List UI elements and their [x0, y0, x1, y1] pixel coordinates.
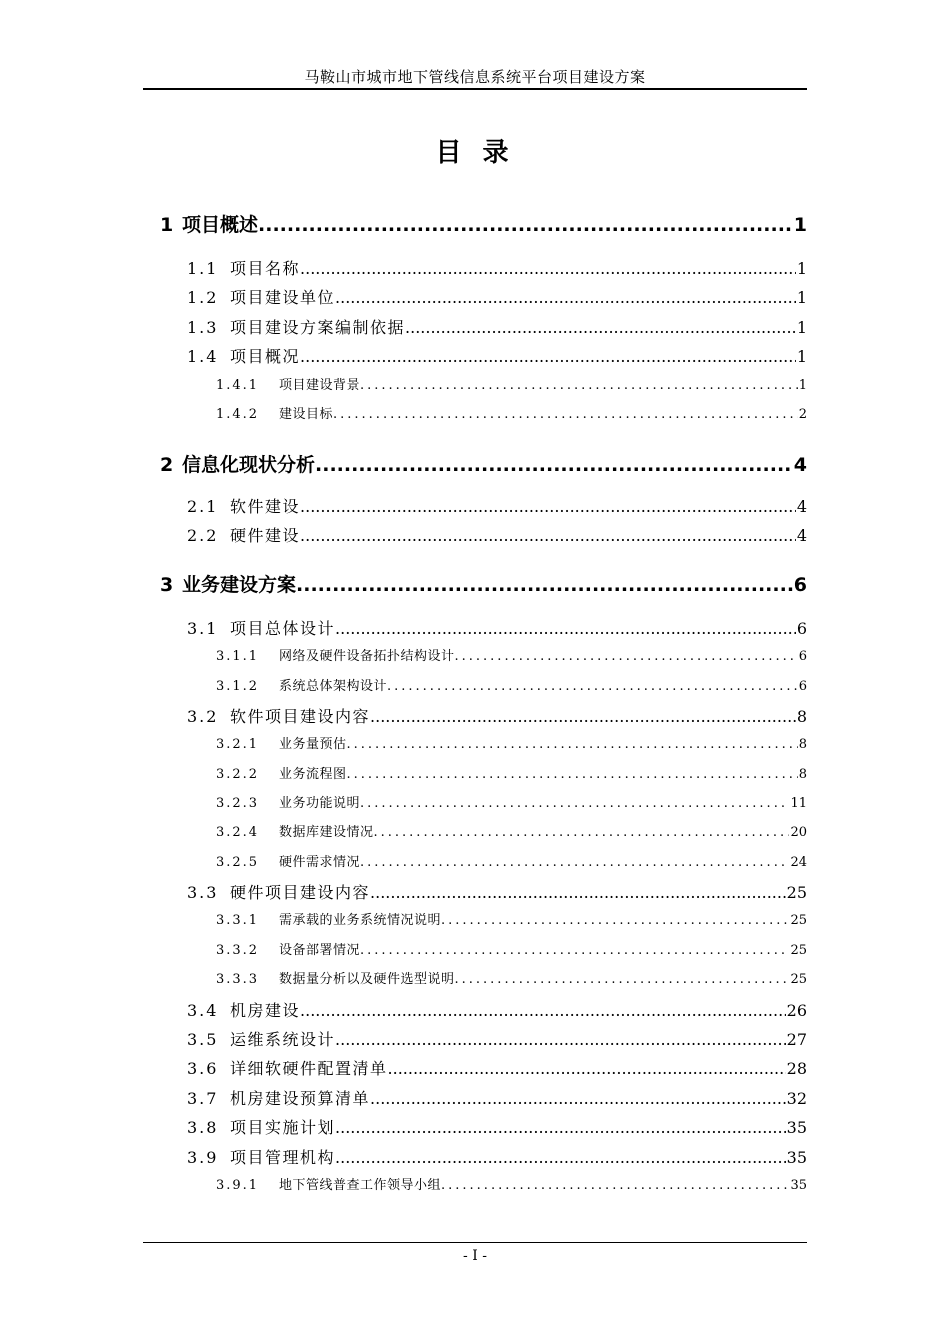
toc-entry-page: 35 — [786, 1118, 807, 1137]
toc-entry[interactable] — [216, 403, 807, 422]
toc-dot-leader — [370, 707, 796, 726]
toc-entry-page: 1 — [796, 259, 807, 278]
toc-entry-number: 1.4.2 — [216, 407, 260, 422]
toc-entry[interactable] — [187, 616, 807, 639]
toc-dot-leader — [300, 259, 796, 278]
toc-entry-label: 地下管线普查工作领导小组 — [279, 1178, 442, 1193]
toc-dot-leader — [347, 737, 798, 752]
toc-dot-leader — [388, 1059, 786, 1078]
toc-entry-label: 硬件建设 — [230, 526, 301, 545]
toc-entry[interactable] — [216, 792, 807, 811]
toc-entry-number: 3.3 — [187, 883, 219, 902]
toc-entry-label: 业务建设方案 — [182, 574, 297, 596]
toc-entry-page: 1 — [798, 378, 807, 393]
toc-entry-number: 3.2.5 — [216, 855, 260, 870]
toc-entry-number: 3.6 — [187, 1059, 219, 1078]
toc-entry-label: 机房建设 — [230, 1001, 301, 1020]
toc-entry-page: 4 — [793, 454, 807, 476]
toc-dot-leader — [300, 526, 796, 545]
toc-entry-page: 25 — [786, 883, 807, 902]
toc-entry-number: 3.2.2 — [216, 767, 260, 782]
toc-entry-number: 3.2.3 — [216, 796, 260, 811]
toc-entry-number: 3.2.1 — [216, 737, 260, 752]
toc-dot-leader — [387, 679, 798, 694]
toc-entry-number: 1.4.1 — [216, 378, 260, 393]
toc-entry-label: 信息化现状分析 — [182, 454, 316, 476]
toc-entry-label: 数据库建设情况 — [279, 825, 374, 840]
toc-entry[interactable] — [216, 939, 807, 958]
toc-entry-label: 数据量分析以及硬件选型说明 — [279, 972, 455, 987]
toc-dot-leader — [335, 1030, 786, 1049]
toc-dot-leader — [300, 497, 796, 516]
page-number: - I - — [463, 1248, 487, 1264]
toc-entry-page: 25 — [790, 913, 807, 928]
toc-entry[interactable] — [187, 523, 807, 546]
toc-entry-page: 2 — [798, 407, 807, 422]
toc-entry-label: 系统总体架构设计 — [279, 679, 388, 694]
toc-dot-leader — [335, 288, 796, 307]
toc-entry[interactable] — [187, 344, 807, 367]
toc-entry[interactable] — [216, 733, 807, 752]
toc-entry[interactable] — [160, 450, 807, 477]
toc-heading: 目 录 — [435, 138, 515, 168]
toc-entry-page: 25 — [790, 972, 807, 987]
toc-entry-number: 1.1 — [187, 259, 219, 278]
toc-entry[interactable] — [187, 494, 807, 517]
toc-entry-label: 运维系统设计 — [230, 1030, 336, 1049]
toc-entry[interactable] — [216, 909, 807, 928]
toc-entry-page: 1 — [796, 318, 807, 337]
toc-entry[interactable] — [187, 998, 807, 1021]
toc-entry-page: 4 — [796, 497, 807, 516]
toc-entry-number: 1.3 — [187, 318, 219, 337]
toc-entry-number: 1.2 — [187, 288, 219, 307]
toc-dot-leader — [360, 855, 789, 870]
toc-dot-leader — [370, 1089, 786, 1108]
toc-dot-leader — [333, 407, 798, 422]
toc-dot-leader — [441, 913, 789, 928]
toc-entry-page: 26 — [786, 1001, 807, 1020]
toc-entry[interactable] — [187, 1086, 807, 1109]
toc-entry-number: 2 — [160, 454, 174, 476]
toc-dot-leader — [347, 767, 798, 782]
toc-entry[interactable] — [216, 821, 807, 840]
toc-entry-number: 3.8 — [187, 1118, 219, 1137]
toc-entry-number: 3.5 — [187, 1030, 219, 1049]
toc-entry[interactable] — [187, 1145, 807, 1168]
toc-entry-page: 8 — [798, 737, 807, 752]
toc-entry[interactable] — [216, 675, 807, 694]
toc-entry[interactable] — [216, 851, 807, 870]
toc-entry-page: 35 — [790, 1178, 807, 1193]
toc-entry-page: 6 — [798, 679, 807, 694]
toc-entry-label: 需承载的业务系统情况说明 — [279, 913, 442, 928]
toc-entry-label: 网络及硬件设备拓扑结构设计 — [279, 649, 455, 664]
toc-entry[interactable] — [187, 315, 807, 338]
toc-entry-page: 1 — [793, 214, 807, 236]
toc-entry-page: 6 — [798, 649, 807, 664]
toc-entry-label: 业务功能说明 — [279, 796, 361, 811]
toc-entry-number: 1.4 — [187, 347, 219, 366]
toc-entry-page: 35 — [786, 1148, 807, 1167]
toc-entry-page: 4 — [796, 526, 807, 545]
toc-entry-label: 项目总体设计 — [230, 619, 336, 638]
toc-entry-label: 详细软硬件配置清单 — [230, 1059, 388, 1078]
toc-entry-number: 2.2 — [187, 526, 219, 545]
toc-entry-label: 硬件项目建设内容 — [230, 883, 371, 902]
toc-dot-leader — [335, 1148, 786, 1167]
toc-entry[interactable] — [187, 1115, 807, 1138]
toc-entry-number: 3.9 — [187, 1148, 219, 1167]
toc-entry[interactable] — [160, 570, 807, 597]
toc-dot-leader — [296, 574, 793, 596]
header-divider — [143, 88, 807, 90]
toc-dot-leader — [335, 1118, 786, 1137]
toc-entry-page: 1 — [796, 288, 807, 307]
toc-dot-leader — [258, 214, 793, 236]
toc-entry-label: 建设目标 — [279, 407, 334, 422]
toc-entry-number: 3.1 — [187, 619, 219, 638]
toc-entry-number: 3.9.1 — [216, 1178, 260, 1193]
toc-entry-page: 1 — [796, 347, 807, 366]
toc-entry-page: 24 — [790, 855, 807, 870]
toc-entry[interactable] — [187, 1056, 807, 1079]
toc-entry-label: 设备部署情况 — [279, 943, 361, 958]
toc-entry-number: 1 — [160, 214, 174, 236]
toc-entry-number: 3.4 — [187, 1001, 219, 1020]
toc-entry[interactable] — [216, 968, 807, 987]
toc-dot-leader — [300, 1001, 786, 1020]
toc-dot-leader — [360, 943, 789, 958]
toc-dot-leader — [370, 883, 786, 902]
toc-entry-label: 软件建设 — [230, 497, 301, 516]
toc-entry-page: 32 — [786, 1089, 807, 1108]
toc-entry-label: 项目建设方案编制依据 — [230, 318, 406, 337]
toc-entry-number: 2.1 — [187, 497, 219, 516]
toc-dot-leader — [360, 378, 798, 393]
toc-entry-label: 机房建设预算清单 — [230, 1089, 371, 1108]
toc-entry-label: 项目建设单位 — [230, 288, 336, 307]
toc-entry-page: 20 — [790, 825, 807, 840]
toc-entry-label: 硬件需求情况 — [279, 855, 361, 870]
toc-entry[interactable] — [187, 880, 807, 903]
toc-entry-number: 3.2 — [187, 707, 219, 726]
toc-dot-leader — [405, 318, 796, 337]
toc-entry-page: 25 — [790, 943, 807, 958]
toc-entry-page: 6 — [793, 574, 807, 596]
toc-entry-page: 8 — [796, 707, 807, 726]
toc-entry-number: 3 — [160, 574, 174, 596]
toc-entry-label: 项目管理机构 — [230, 1148, 336, 1167]
toc-dot-leader — [455, 649, 798, 664]
toc-entry-number: 3.3.1 — [216, 913, 260, 928]
toc-entry-number: 3.3.3 — [216, 972, 260, 987]
toc-entry-label: 软件项目建设内容 — [230, 707, 371, 726]
toc-dot-leader — [374, 825, 790, 840]
toc-entry-page: 6 — [796, 619, 807, 638]
toc-entry[interactable] — [216, 763, 807, 782]
toc-entry-number: 3.2.4 — [216, 825, 260, 840]
toc-entry-label: 项目概况 — [230, 347, 301, 366]
toc-entry-label: 业务流程图 — [279, 767, 347, 782]
toc-entry[interactable] — [216, 374, 807, 393]
toc-entry[interactable] — [160, 210, 807, 237]
toc-entry-number: 3.1.1 — [216, 649, 260, 664]
running-header: 马鞍山市城市地下管线信息系统平台项目建设方案 — [304, 68, 646, 86]
toc-entry-page: 8 — [798, 767, 807, 782]
toc-dot-leader — [300, 347, 796, 366]
toc-entry-label: 项目建设背景 — [279, 378, 361, 393]
toc-entry-number: 3.7 — [187, 1089, 219, 1108]
toc-entry[interactable] — [216, 645, 807, 664]
toc-entry-label: 项目实施计划 — [230, 1118, 336, 1137]
toc-entry-number: 3.3.2 — [216, 943, 260, 958]
toc-entry-label: 项目概述 — [182, 214, 259, 236]
toc-entry[interactable] — [187, 256, 807, 279]
toc-entry-page: 11 — [790, 796, 807, 811]
toc-entry[interactable] — [187, 704, 807, 727]
toc-dot-leader — [315, 454, 793, 476]
footer-divider — [143, 1242, 807, 1243]
toc-entry-label: 项目名称 — [230, 259, 301, 278]
toc-entry[interactable] — [216, 1174, 807, 1193]
toc-entry[interactable] — [187, 285, 807, 308]
toc-entry-label: 业务量预估 — [279, 737, 347, 752]
toc-dot-leader — [335, 619, 796, 638]
toc-entry[interactable] — [187, 1027, 807, 1050]
toc-entry-page: 27 — [786, 1030, 807, 1049]
toc-dot-leader — [441, 1178, 789, 1193]
toc-entry-number: 3.1.2 — [216, 679, 260, 694]
toc-dot-leader — [455, 972, 790, 987]
toc-entry-page: 28 — [786, 1059, 807, 1078]
toc-dot-leader — [360, 796, 789, 811]
